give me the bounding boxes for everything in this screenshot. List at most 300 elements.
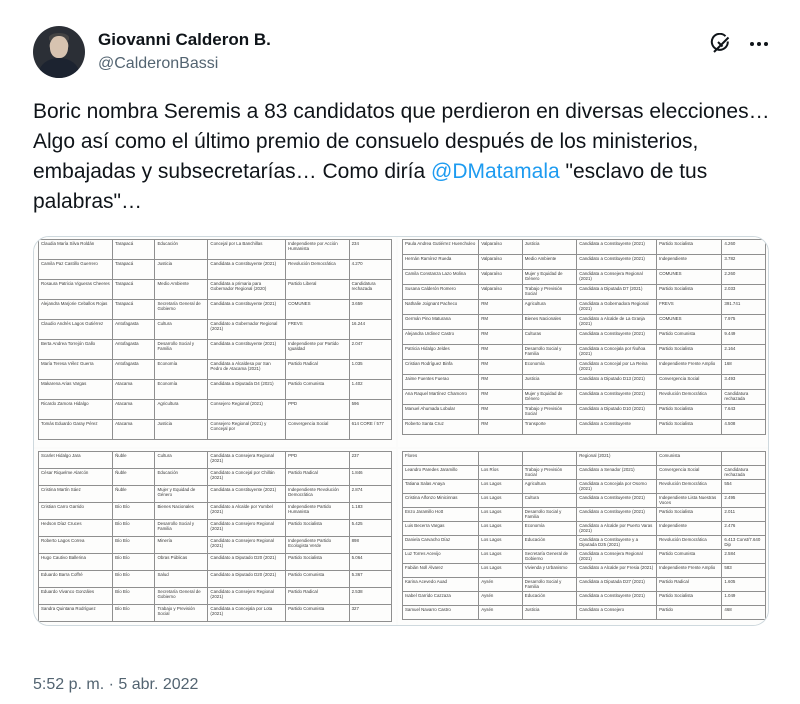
table-cell: Partido Socialista xyxy=(657,240,722,255)
mention-link[interactable]: @DMatamala xyxy=(431,160,560,183)
table-row xyxy=(403,285,766,300)
table-cell: Candidato a Gobernador Regional (2021) xyxy=(208,320,286,340)
table-row xyxy=(39,420,392,440)
table-cell: Regional (2021) xyxy=(577,452,657,466)
table-cell xyxy=(522,452,576,466)
attached-image[interactable] xyxy=(33,236,769,626)
table-cell: Partido Radical xyxy=(286,469,350,486)
table-cell: Economía xyxy=(155,360,208,380)
table-cell: Manuel Ahumada Lobular xyxy=(403,405,479,420)
table-cell: Obras Públicas xyxy=(155,554,208,571)
table-cell: Cristina Alfonzo Minicinnas xyxy=(403,494,479,508)
table-cell: Cultura xyxy=(155,452,208,469)
table-cell: Candidato a Consejero Regional (2021) xyxy=(208,537,286,554)
table-cell: Justicia xyxy=(522,240,576,255)
table-cell: Bío Bío xyxy=(113,571,155,588)
table-cell: 4.270 xyxy=(349,260,391,280)
table-cell: Candidato a Constituyente xyxy=(577,420,657,435)
table-cell: Antofagasta xyxy=(113,340,155,360)
table-cell: Partido xyxy=(657,606,722,620)
table-cell: Los Lagos xyxy=(479,522,523,536)
table-cell: FREVS xyxy=(286,320,350,340)
table-cell: Agricultura xyxy=(155,400,208,420)
candidates-table xyxy=(402,451,766,625)
table-cell: Paula Andrea Gutiérrez Huenchuleo xyxy=(403,240,479,255)
table-cell: Justicia xyxy=(155,420,208,440)
table-cell: 596 xyxy=(349,400,391,420)
table-cell: Consejero Regional (2021) y Concejal por xyxy=(208,420,286,440)
table-cell: 554 xyxy=(722,480,766,494)
table-row xyxy=(403,345,766,360)
table-cell: Tomás Eduardo Garay Pérez xyxy=(39,420,113,440)
table xyxy=(38,239,392,440)
table-cell: Alejandra Marjorie Ceballos Rojas xyxy=(39,300,113,320)
table-cell: Candidata a primaria para Gobernador Regional (2020) xyxy=(208,280,286,300)
table-cell: Candidata a Consejera Regional (2021) xyxy=(208,452,286,469)
table-cell: Educación xyxy=(522,536,576,550)
table-cell: Independiente xyxy=(657,255,722,270)
table-cell: RM xyxy=(479,315,523,330)
table-cell: Partido Socialista xyxy=(286,520,350,537)
table-cell: Independiente xyxy=(657,522,722,536)
table-row xyxy=(39,605,392,622)
table-cell: 237 xyxy=(349,452,391,469)
table-cell: Partido Comunista xyxy=(657,330,722,345)
table-cell: Alejandra Urdinez Castro xyxy=(403,330,479,345)
table-row xyxy=(39,452,392,469)
table-cell: Revolución Democrática xyxy=(657,390,722,405)
table-cell: Aysén xyxy=(479,578,523,592)
table-cell: Ñuble xyxy=(113,452,155,469)
table-cell: Partido Socialista xyxy=(286,554,350,571)
avatar[interactable] xyxy=(33,26,85,78)
table-cell: Candidata a Gobernadora Regional (2021) xyxy=(577,300,657,315)
table-cell: 5.064 xyxy=(349,554,391,571)
table-cell: Secretaría General de Gobierno xyxy=(155,588,208,605)
table-cell: Partido Socialista xyxy=(657,285,722,300)
table-cell: Candidata a Constituyente (2021) xyxy=(208,340,286,360)
table-row xyxy=(403,466,766,480)
table-cell: Candidato a Alcalde por Puerto Varas (2021) xyxy=(577,522,657,536)
table-cell: Hernán Ramírez Rueda xyxy=(403,255,479,270)
table-cell: 898 xyxy=(349,537,391,554)
table-cell: Agricultura xyxy=(522,300,576,315)
table-cell: PPD xyxy=(286,452,350,469)
table-cell: Tarapacá xyxy=(113,260,155,280)
table-cell: Candidatura rechazada xyxy=(349,280,391,300)
table-cell: Berta Andrea Torrejón Gallo xyxy=(39,340,113,360)
table-row xyxy=(403,270,766,285)
table-cell: Germán Pino Maturana xyxy=(403,315,479,330)
table-cell: Partido Radical xyxy=(286,588,350,605)
table-cell: Hedson Díaz Cruces xyxy=(39,520,113,537)
table-cell: Desarrollo Social y Familia xyxy=(155,340,208,360)
table-cell: 1.605 xyxy=(722,578,766,592)
table-cell: Candidata a Consejera Regional (2021) xyxy=(577,550,657,564)
table-cell: COMUNES xyxy=(657,315,722,330)
table-cell: Justicia xyxy=(522,606,576,620)
table-cell: Cultura xyxy=(155,320,208,340)
table-cell: Candidatura rechazada xyxy=(722,390,766,405)
table-cell: Candidato a Diputado D13 (2021) xyxy=(577,375,657,390)
table-cell: Revolución Democrática xyxy=(657,480,722,494)
table-cell: Cristian Rodríguez Binfa xyxy=(403,360,479,375)
table-cell: Bío Bío xyxy=(113,520,155,537)
table-cell: Candidato a Diputado D10 (2021) xyxy=(577,405,657,420)
table-cell: Scarlet Hidalgo Jara xyxy=(39,452,113,469)
table-cell: Camila Paz Castillo Guerrero xyxy=(39,260,113,280)
table-cell: Candidata a Constituyente y a Diputada D25 (2021) xyxy=(577,536,657,550)
table-cell: Candidato a Constituyente (2021) xyxy=(577,508,657,522)
table-cell: Culturas xyxy=(522,330,576,345)
table-row xyxy=(39,554,392,571)
table-cell: Candidata a Constituyente (2021) xyxy=(208,486,286,503)
table-row xyxy=(403,300,766,315)
table-cell: Transporte xyxy=(522,420,576,435)
table-row xyxy=(39,469,392,486)
table-cell: Los Lagos xyxy=(479,480,523,494)
table-cell: Vivienda y Urbanismo xyxy=(522,564,576,578)
table-cell: 3.782 xyxy=(722,255,766,270)
table-row xyxy=(403,375,766,390)
table-cell: Candidata a Constituyente (2021) xyxy=(208,260,286,280)
table-cell: Independiente Revolución Democrática xyxy=(286,486,350,503)
table-cell: 2.260 xyxy=(722,270,766,285)
table-cell: Enzo Jaramillo Hott xyxy=(403,508,479,522)
table-cell: 1.035 xyxy=(349,360,391,380)
table-cell: Candidata a Constituyente (2021) xyxy=(577,390,657,405)
table-cell: Partido Socialista xyxy=(657,420,722,435)
table-row xyxy=(39,486,392,503)
table-cell: Desarrollo Social y Familia xyxy=(522,345,576,360)
tweet-text-body: Boric nombra Seremis a 83 candidatos que perdieron en diversas elecciones… Algo así como el último premio de consuelo después de los ministerios, embajadas y subsecretarías… Como diría xyxy=(33,100,770,183)
table-cell: 1.183 xyxy=(349,503,391,520)
table-image-bottom-left xyxy=(34,449,396,626)
table-row xyxy=(403,550,766,564)
table-cell: Patricia Hidalgo Jeldes xyxy=(403,345,479,360)
table-cell: 4.508 xyxy=(722,420,766,435)
table-cell: 2.495 xyxy=(722,494,766,508)
table-row xyxy=(403,420,766,435)
table-cell: 327 xyxy=(349,605,391,622)
table-cell: Convergencia Social xyxy=(286,420,350,440)
table-cell: Candidato a Concejal por Chillán (2021) xyxy=(208,469,286,486)
table-cell: Atacama xyxy=(113,400,155,420)
table-cell: 614 CORE / 577 xyxy=(349,420,391,440)
table-cell: Candidata a Constituyente (2021) xyxy=(577,592,657,606)
table-row xyxy=(403,330,766,345)
table-cell: Tarapacá xyxy=(113,240,155,260)
table-cell: Luz Torres Acevijo xyxy=(403,550,479,564)
table-cell: Candidato a Concejal por La Reina (2021) xyxy=(577,360,657,375)
table-cell: Partido Socialista xyxy=(657,405,722,420)
table-cell: Aysén xyxy=(479,592,523,606)
table-cell: Independiente Partido Ecologista Verde xyxy=(286,537,350,554)
table-row xyxy=(403,315,766,330)
table-cell: Susana Calderón Romero xyxy=(403,285,479,300)
table-cell: 1.402 xyxy=(349,380,391,400)
table-cell: RM xyxy=(479,420,523,435)
tweet-text xyxy=(33,97,773,217)
table-cell: PPD xyxy=(286,400,350,420)
dot-icon xyxy=(764,42,768,46)
table-cell: 9.449 xyxy=(722,330,766,345)
table-row xyxy=(39,400,392,420)
table-cell: Tatiana Salas Anaya xyxy=(403,480,479,494)
table-cell: Candidato a Consejero Regional (2021) xyxy=(208,588,286,605)
table-row xyxy=(39,320,392,340)
table-cell: Bío Bío xyxy=(113,588,155,605)
table-cell: 2.874 xyxy=(349,486,391,503)
table-cell: Bienes Nacionales xyxy=(522,315,576,330)
table-cell: Candidata a Concejala por Ñuñoa (2021) xyxy=(577,345,657,360)
table-image-bottom-right xyxy=(398,449,769,626)
table-cell: 168 xyxy=(722,360,766,375)
table-cell: 7.643 xyxy=(722,405,766,420)
table-cell: Educación xyxy=(522,592,576,606)
table-cell: Bío Bío xyxy=(113,605,155,622)
table-cell: Candidato a Diputado D20 (2021) xyxy=(208,571,286,588)
table-cell: RM xyxy=(479,375,523,390)
table-cell: Candidata a Concejala por Osorno (2021) xyxy=(577,480,657,494)
table-cell: Candidata a Diputada D7 (2021) xyxy=(577,285,657,300)
table-cell: 2.047 xyxy=(349,340,391,360)
table-cell: Makarena Arias Vargas xyxy=(39,380,113,400)
table-cell: Los Lagos xyxy=(479,536,523,550)
table-cell: Karina Acevedo Auad xyxy=(403,578,479,592)
table-cell: Agricultura xyxy=(522,480,576,494)
table-cell: Fabián Noll Álvarez xyxy=(403,564,479,578)
table-cell: Candidata a Constituyente (2021) xyxy=(577,494,657,508)
table-cell: César Riquelme Alarcón xyxy=(39,469,113,486)
table-cell: Aysén xyxy=(479,606,523,620)
table-cell: Mujer y Equidad de Género xyxy=(522,390,576,405)
table-cell: 2.584 xyxy=(722,550,766,564)
table-cell: Candidato a Alcalde por Yumbel (2021) xyxy=(208,503,286,520)
table-cell: Ñuble xyxy=(113,486,155,503)
table-cell: Comunista xyxy=(657,452,722,466)
table-cell: Trabajo y Previsión Social xyxy=(522,405,576,420)
table-cell: Cristina Martín Sáez xyxy=(39,486,113,503)
table-cell: Candidato a Consejero xyxy=(577,606,657,620)
table-cell: RM xyxy=(479,390,523,405)
table-cell: Mujer y Equidad de Género xyxy=(155,486,208,503)
table-cell: Candidato a Diputado D20 (2021) xyxy=(208,554,286,571)
table xyxy=(38,451,392,622)
table-cell: 2.164 xyxy=(722,345,766,360)
table-row xyxy=(39,260,392,280)
table-cell: Candidata a Diputada D4 (2021) xyxy=(208,380,286,400)
table-cell: RM xyxy=(479,345,523,360)
table-cell: Valparaíso xyxy=(479,285,523,300)
table-cell: Partido Liberal xyxy=(286,280,350,300)
table-cell: Sandra Quintana Rodríguez xyxy=(39,605,113,622)
table-row xyxy=(39,240,392,260)
table-cell: Economía xyxy=(522,360,576,375)
table-cell: Economía xyxy=(522,522,576,536)
table-cell: Valparaíso xyxy=(479,240,523,255)
table-cell: Independiente Lista Nuestras Voces xyxy=(657,494,722,508)
table-row xyxy=(39,503,392,520)
table-cell: 3.659 xyxy=(349,300,391,320)
table-cell: Rosaura Patricia Vigueras Cheeres xyxy=(39,280,113,300)
table-cell: Desarrollo Social y Familia xyxy=(522,508,576,522)
table-row xyxy=(403,452,766,466)
table-cell: 5.425 xyxy=(349,520,391,537)
dot-icon xyxy=(750,42,754,46)
table-cell: Hugo Cautivo Ballerina xyxy=(39,554,113,571)
table-row xyxy=(39,588,392,605)
table-cell: Ñuble xyxy=(113,469,155,486)
table-cell: RM xyxy=(479,300,523,315)
table-cell: 3.493 xyxy=(722,375,766,390)
table-cell: 391.741 xyxy=(722,300,766,315)
table-cell: Bío Bío xyxy=(113,554,155,571)
tweet-timestamp[interactable]: 5:52 p. m. · 5 abr. 2022 xyxy=(33,676,199,693)
author-display-name[interactable]: Giovanni Calderon B. xyxy=(98,30,271,49)
table-cell: Convergencia Social xyxy=(657,375,722,390)
table-cell: Trabajo y Previsión Social xyxy=(155,605,208,622)
table-cell: Candidato a Constituyente (2021) xyxy=(577,255,657,270)
table-cell: Roberto Santa Cruz xyxy=(403,420,479,435)
table-cell: Bío Bío xyxy=(113,503,155,520)
table-cell: Atacama xyxy=(113,380,155,400)
table-cell: 583 xyxy=(722,564,766,578)
table-cell: Minería xyxy=(155,537,208,554)
table-cell: Revolución Democrática xyxy=(286,260,350,280)
table-cell: Medio Ambiente xyxy=(155,280,208,300)
table-cell: Los Ríos xyxy=(479,466,523,480)
table-cell: Concejal por La Banchillas xyxy=(208,240,286,260)
table-cell: 234 xyxy=(349,240,391,260)
table-cell: Independiente Partido Humanista xyxy=(286,503,350,520)
table-cell: Trabajo y Previsión Social xyxy=(522,466,576,480)
table-row xyxy=(39,520,392,537)
table-cell: Cristian Carro Garrido xyxy=(39,503,113,520)
table-cell: Claudio Andrés Lagos Gutiérrez xyxy=(39,320,113,340)
candidates-table xyxy=(38,239,392,445)
table-cell: Partido Comunista xyxy=(286,571,350,588)
table-cell: Ana Raquel Martínez Chamorro xyxy=(403,390,479,405)
table xyxy=(402,239,766,435)
table-row xyxy=(403,494,766,508)
table-row xyxy=(403,405,766,420)
table-cell: Desarrollo Social y Familia xyxy=(155,520,208,537)
table-cell: Leandro Paredes Jaramillo xyxy=(403,466,479,480)
table-row xyxy=(39,300,392,320)
table-cell: Partido Comunista xyxy=(286,380,350,400)
table-cell: Los Lagos xyxy=(479,550,523,564)
table-row xyxy=(39,280,392,300)
table-cell: Candidata a Diputada D27 (2021) xyxy=(577,578,657,592)
table-cell: Candidata a Constituyente (2021) xyxy=(577,330,657,345)
table-cell: COMUNES xyxy=(286,300,350,320)
table-cell: Candidato a Alcalde por Fresia (2021) xyxy=(577,564,657,578)
table-row xyxy=(403,360,766,375)
table-cell: Antofagasta xyxy=(113,360,155,380)
table-cell: Partido Socialista xyxy=(657,345,722,360)
more-options-icon[interactable] xyxy=(745,32,773,56)
table-cell: Luis Becerra Vargas xyxy=(403,522,479,536)
table-cell: María Teresa Vélez Guerra xyxy=(39,360,113,380)
table-cell: 1.049 xyxy=(722,592,766,606)
table-cell: 5.367 xyxy=(349,571,391,588)
table-cell: Los Lagos xyxy=(479,494,523,508)
table-cell: RM xyxy=(479,405,523,420)
table-row xyxy=(39,537,392,554)
table-cell: Tarapacá xyxy=(113,280,155,300)
table-cell: Candidata a Constituyente (2021) xyxy=(577,240,657,255)
table-cell: 2.011 xyxy=(722,508,766,522)
avatar-face xyxy=(50,36,68,58)
table-cell: Consejero Regional (2021) xyxy=(208,400,286,420)
table-cell: Medio Ambiente xyxy=(522,255,576,270)
table-row xyxy=(403,522,766,536)
table-cell: Samuel Navarro Castro xyxy=(403,606,479,620)
table-cell: Candidatura rechazada xyxy=(722,466,766,480)
table-cell: Nathalie Joignant Pacheco xyxy=(403,300,479,315)
table-cell: 4.260 xyxy=(722,240,766,255)
table-row xyxy=(403,536,766,550)
dot-icon xyxy=(757,42,761,46)
table-cell: Candidato a Senador (2021) xyxy=(577,466,657,480)
table-cell: Partido Comunista xyxy=(286,605,350,622)
table-cell: FREVS xyxy=(657,300,722,315)
table-row xyxy=(403,592,766,606)
table-cell: Partido Socialista xyxy=(657,592,722,606)
table-cell: Educación xyxy=(155,469,208,486)
table-row xyxy=(403,480,766,494)
table-row xyxy=(403,508,766,522)
table-cell xyxy=(479,452,523,466)
table-cell: Justicia xyxy=(155,260,208,280)
table-cell: Justicia xyxy=(522,375,576,390)
table-cell: Bienes Nacionales xyxy=(155,503,208,520)
table-cell: Secretaría General de Gobierno xyxy=(522,550,576,564)
table-cell: Valparaíso xyxy=(479,255,523,270)
table-image-top-left xyxy=(34,237,396,447)
table-cell: Salud xyxy=(155,571,208,588)
table-cell: Mujer y Equidad de Género xyxy=(522,270,576,285)
grok-icon[interactable] xyxy=(709,33,731,55)
table-cell: Flores xyxy=(403,452,479,466)
table-cell: Convergencia Social xyxy=(657,466,722,480)
table-cell: Eduardo Barra Coffré xyxy=(39,571,113,588)
table-cell: Ricardo Zamora Hidalgo xyxy=(39,400,113,420)
table-row xyxy=(403,564,766,578)
table-cell: Candidata a Constituyente (2021) xyxy=(208,300,286,320)
table-cell: Cultura xyxy=(522,494,576,508)
table-cell: 1.846 xyxy=(349,469,391,486)
table-cell: Candidato a Consejero Regional (2021) xyxy=(208,520,286,537)
table-cell: Independiente Frente Amplio xyxy=(657,564,722,578)
candidates-table xyxy=(38,451,392,625)
table-cell: 16.244 xyxy=(349,320,391,340)
table-cell: Eduardo Vivanco Gonzáles xyxy=(39,588,113,605)
author-handle[interactable]: @CalderonBassi xyxy=(98,55,219,72)
table-cell: Trabajo y Previsión Social xyxy=(522,285,576,300)
table-cell: Candidata a Alcaldesa por San Pedro de Atacama (2021) xyxy=(208,360,286,380)
table-cell: Independiente por Acción Humanista xyxy=(286,240,350,260)
tweet-header xyxy=(33,24,773,84)
tweet-text-quote: "esclavo de tus palabras"… xyxy=(33,160,708,213)
table xyxy=(402,451,766,620)
table-cell: Valparaíso xyxy=(479,270,523,285)
table-cell: 2.538 xyxy=(349,588,391,605)
table-cell: Revolución Democrática xyxy=(657,536,722,550)
table-cell xyxy=(722,452,766,466)
table-row xyxy=(39,340,392,360)
